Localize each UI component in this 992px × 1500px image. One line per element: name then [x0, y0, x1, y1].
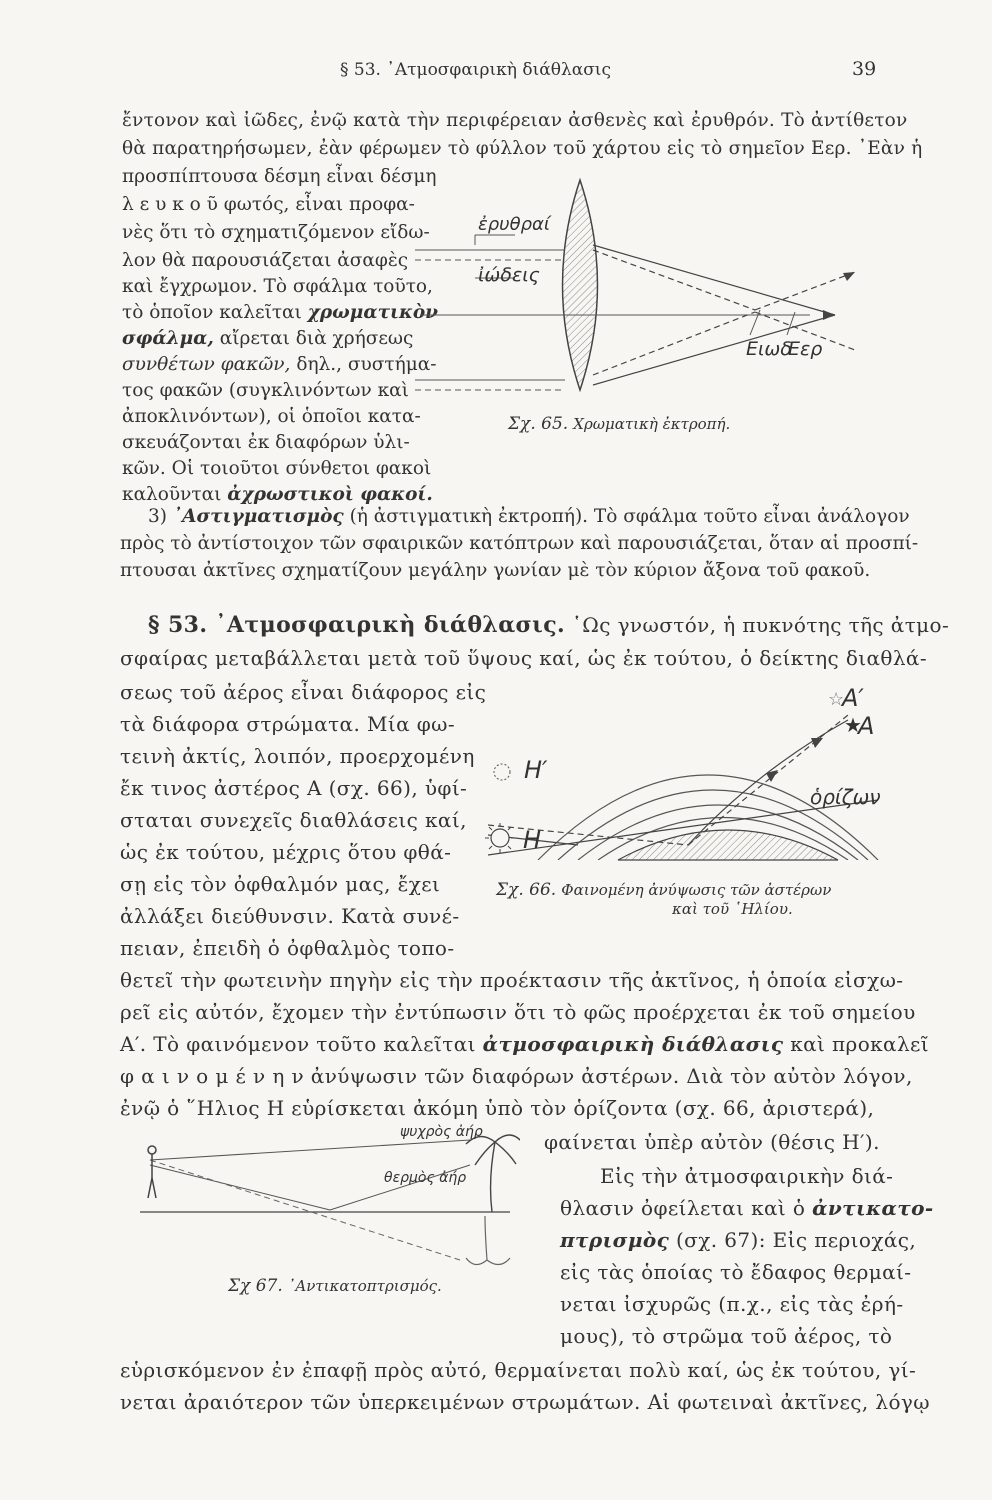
person-icon	[148, 1146, 156, 1198]
earth	[618, 830, 838, 860]
full-line-5: ἐνῷ ὁ ῞Ηλιος H εὑρίσκεται ἀκόμη ὑπὸ τὸν ὁρίζοντα (σχ. 66, ἀριστερά),	[120, 1096, 875, 1120]
intro-line-2: θὰ παρατηρήσωμεν, ἐὰν φέρωμεν τὸ φύλλον τοῦ χάρτου εἰς τὸ σημεῖον Eερ. ᾿Εὰν ἡ	[122, 138, 923, 159]
star-icon: ★	[844, 713, 862, 737]
col1-line-8	[122, 354, 437, 375]
col1-line-6	[122, 302, 438, 323]
right-line-3	[560, 1228, 916, 1252]
right-line-3-text: (σχ. 67): Εἰς περιοχάς,	[675, 1228, 917, 1252]
term-mirage-a: ἀντικατο-	[812, 1196, 934, 1220]
col1-line-11: σκευάζονται ἐκ διαφόρων ὑλι-	[122, 432, 410, 453]
right-line-1: Εἰς τὴν ἀτμοσφαιρικὴν διά-	[600, 1164, 894, 1188]
fig66-label-horizon: ὁρίζων	[810, 785, 881, 809]
fig65-label-e-violet: Eιωδ	[746, 338, 792, 360]
fig65-label-e-red: Eερ	[788, 338, 823, 360]
right-line-2-text: θλασιν ὀφείλεται καὶ ὁ	[560, 1196, 806, 1220]
running-title: § 53. ᾿Ατμοσφαιρικὴ διάθλασις	[340, 60, 611, 80]
astig-line-1-rest: (ἡ ἀστιγματικὴ ἐκτροπή). Τὸ σφάλμα τοῦτο εἶναι ἀνάλογον	[349, 506, 910, 527]
section-title-rest: ῾Ως γνωστόν, ἡ πυκνότης τῆς ἀτμο-	[571, 613, 950, 637]
last-line-1: εὑρισκόμενον ἐν ἐπαφῇ πρὸς αὐτό, θερμαίνεται πολὺ καί, ὡς ἐκ τούτου, γί-	[120, 1358, 917, 1382]
fig66-caption-num: Σχ. 66.	[496, 880, 557, 900]
col1-line-13	[122, 484, 433, 505]
right-line-5: νεται ἰσχυρῶς (π.χ., εἰς τὰς ἐρή-	[560, 1292, 904, 1316]
right-line-2	[560, 1196, 934, 1220]
col1-line-9: τος φακῶν (συγκλινόντων καὶ	[122, 380, 409, 401]
term-error: σφάλμα,	[122, 328, 214, 349]
full-line-4: φ α ι ν ο μ έ ν η ν ἀνύψωσιν τῶν διαφόρων ἀστέρων. Διὰ τὸν αὐτὸν λόγον,	[120, 1064, 913, 1088]
sun-apparent-icon	[494, 764, 510, 780]
fig65-label-violet: ἰώδεις	[478, 264, 540, 286]
lens	[563, 180, 598, 390]
section-title: § 53. ᾿Ατμοσφαιρικὴ διάθλασις.	[148, 612, 566, 638]
intro-line-1: ἔντονον καὶ ἰῶδες, ἐνῷ κατὰ τὴν περιφέρειαν ἀσθενὲς καὶ ἐρυθρόν. Τὸ ἀντίθετον	[122, 110, 908, 131]
fig67-caption-text: ᾿Αντικατοπτρισμός.	[287, 1277, 442, 1295]
right-line-6: μους), τὸ στρῶμα τοῦ ἀέρος, τὸ	[560, 1324, 893, 1348]
col1-line-2: λ ε υ κ ο ῦ φωτός, εἶναι προφα-	[122, 194, 415, 215]
right-line-4: εἰς τὰς ὁποίας τὸ ἔδαφος θερμαί-	[560, 1260, 912, 1284]
fig67-label-warm: θερμὸς ἀήρ	[384, 1170, 467, 1186]
fig66-label-h-prime: H′	[524, 756, 548, 784]
term-chromatic: χρωματικὸν	[307, 302, 439, 323]
page-number: 39	[852, 58, 877, 80]
col1-line-7-rest: αἴρεται διὰ χρήσεως	[219, 328, 414, 349]
fig67-caption	[228, 1276, 442, 1296]
term-achromatic: ἀχρωστικοὶ φακοί.	[227, 484, 433, 505]
col1-line-13-text: καλοῦνται	[122, 484, 222, 505]
line-phainetai: φαίνεται ὑπὲρ αὐτὸν (θέσις H′).	[544, 1130, 880, 1154]
astig-line-3: πτουσαι ἀκτῖνες σχηματίζουν μεγάλην γωνίαν μὲ τὸν κύριον ἄξονα τοῦ φακοῦ.	[120, 560, 871, 581]
figure-67	[140, 1120, 520, 1270]
section-title-line	[148, 612, 949, 638]
fig65-label-red: ἐρυθραί	[478, 214, 550, 235]
section-line-7: ὡς ἐκ τούτου, μέχρις ὅτου φθά-	[120, 840, 452, 864]
section-line-1: σφαίρας μεταβάλλεται μετὰ τοῦ ὕψους καί, ὡς ἐκ τούτου, ὁ δείκτης διαθλά-	[120, 646, 927, 670]
section-line-3: τὰ διάφορα στρώματα. Μία φω-	[120, 712, 456, 736]
col1-line-8-rest: δηλ., συστήμα-	[296, 354, 437, 375]
col1-line-7	[122, 328, 413, 349]
astig-line-2: πρὸς τὸ ἀντίστοιχον τῶν σφαιρικῶν κατόπτρων καὶ παρουσιάζεται, ὅταν αἱ προσπί-	[120, 533, 919, 554]
col1-line-12: κῶν. Οἱ τοιοῦτοι σύνθετοι φακοὶ	[122, 458, 432, 479]
full-line-1: θετεῖ τὴν φωτεινὴν πηγὴν εἰς τὴν προέκτασιν τῆς ἀκτῖνος, ἡ ὁποία εἰσχω-	[120, 968, 904, 992]
col1-line-5: καὶ ἔγχρωμον. Τὸ σφάλμα τοῦτο,	[122, 276, 433, 297]
palm-reflection-icon	[466, 1216, 510, 1265]
fig65-caption-text: Χρωματικὴ ἐκτροπή.	[573, 415, 731, 433]
section-line-5: ἔκ τινος ἀστέρος A (σχ. 66), ὑφί-	[120, 776, 468, 800]
fig66-caption-line1: Φαινομένη ἀνύψωσις τῶν ἀστέρων	[561, 881, 832, 899]
fig66-caption	[496, 880, 831, 900]
palm-tree-icon	[466, 1135, 520, 1212]
term-composite-lenses: συνθέτων φακῶν,	[122, 354, 291, 375]
fig66-label-a-prime: A′	[842, 684, 864, 712]
full-line-3-text: A′. Τὸ φαινόμενον τοῦτο καλεῖται	[120, 1032, 476, 1056]
section-line-10: πειαν, ἐπειδὴ ὁ ὀφθαλμὸς τοπο-	[120, 936, 455, 960]
full-line-3	[120, 1032, 929, 1056]
section-line-8: σῃ εἰς τὸν ὀφθαλμόν μας, ἔχει	[120, 872, 441, 896]
fig66-label-h: H	[523, 826, 542, 854]
full-line-3-rest: καὶ προκαλεῖ	[790, 1032, 930, 1056]
astig-num: 3)	[148, 506, 173, 527]
col1-line-4: λον θὰ παρουσιάζεται ἀσαφὲς	[122, 250, 409, 271]
fig66-label-a: A	[858, 712, 875, 740]
term-astigmatism: ᾿Αστιγματισμὸς	[172, 506, 344, 527]
section-line-4: τεινὴ ἀκτίς, λοιπόν, προερχομένη	[120, 744, 475, 768]
col1-line-6-text: τὸ ὁποῖον καλεῖται	[122, 302, 302, 323]
fig66-caption-line2: καὶ τοῦ ῾Ηλίου.	[672, 900, 793, 918]
full-line-2: ρεῖ εἰς αὐτόν, ἔχομεν τὴν ἐντύπωσιν ὅτι τὸ φῶς προέρχεται ἐκ τοῦ σημείου	[120, 1000, 916, 1024]
sun-icon	[491, 829, 509, 847]
section-line-2: σεως τοῦ ἀέρος εἶναι διάφορος εἰς	[120, 680, 487, 704]
term-mirage-b: πτρισμὸς	[560, 1228, 670, 1252]
fig65-caption	[508, 414, 730, 434]
fig67-caption-num: Σχ 67.	[228, 1276, 283, 1296]
astig-line-1	[148, 506, 910, 527]
col1-line-3: νὲς ὅτι τὸ σχηματιζόμενον εἴδω-	[122, 222, 430, 243]
fig65-caption-num: Σχ. 65.	[508, 414, 569, 434]
star-apparent-icon: ☆	[828, 689, 845, 710]
col1-line-1: προσπίπτουσα δέσμη εἶναι δέσμη	[122, 166, 437, 187]
section-line-6: σταται συνεχεῖς διαθλάσεις καί,	[120, 808, 467, 832]
col1-line-10: ἀποκλινόντων), οἱ ὁποῖοι κατα-	[122, 406, 421, 427]
term-atmospheric-refraction: ἀτμοσφαιρικὴ διάθλασις	[482, 1032, 784, 1056]
last-line-2: νεται ἀραιότερον τῶν ὑπερκειμένων στρωμάτων. Αἱ φωτειναὶ ἀκτῖνες, λόγῳ	[120, 1390, 930, 1414]
section-line-9: ἀλλάξει διεύθυνσιν. Κατὰ συνέ-	[120, 904, 460, 928]
fig67-label-cold: ψυχρὸς ἀήρ	[400, 1124, 483, 1140]
